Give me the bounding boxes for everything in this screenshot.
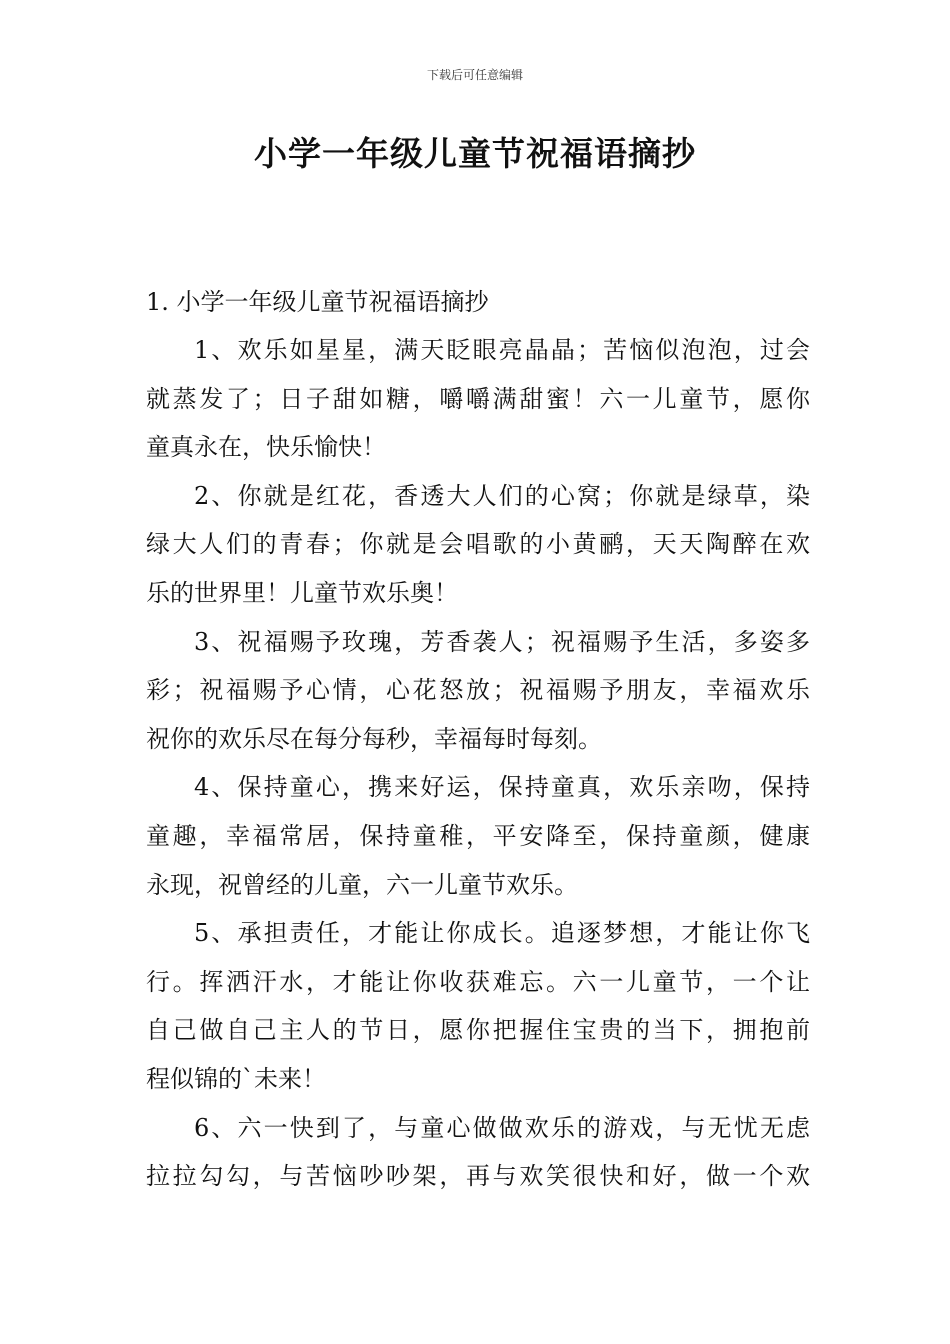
paragraph-5 <box>146 909 810 1103</box>
paragraph-6 <box>146 1104 810 1201</box>
paragraph-2 <box>146 472 810 618</box>
paragraph-line: 祝你的欢乐尽在每分每秒，幸福每时每刻。 <box>146 724 602 753</box>
paragraph-line: 4、保持童心，携来好运，保持童真，欢乐亲吻，保持 <box>194 773 810 802</box>
paragraph-line: 5、承担责任，才能让你成长。追逐梦想，才能让你飞 <box>194 919 810 948</box>
paragraph-line: 拉拉勾勾，与苦恼吵吵架，再与欢笑很快和好，做一个欢 <box>146 1162 810 1191</box>
paragraph-line: 自己做自己主人的节日，愿你把握住宝贵的当下，拥抱前 <box>146 1016 810 1045</box>
paragraph-line: 1、欢乐如星星，满天眨眼亮晶晶；苦恼似泡泡，过会 <box>194 336 810 364</box>
header-note: 下载后可任意编辑 <box>426 68 523 82</box>
paragraph-line: 永现，祝曾经的儿童，六一儿童节欢乐。 <box>146 870 578 899</box>
paragraph-line: 童真永在，快乐愉快！ <box>146 433 386 462</box>
paragraph-line: 就蒸发了；日子甜如糖，嚼嚼满甜蜜！六一儿童节，愿你 <box>146 384 810 413</box>
document-body <box>146 278 810 1201</box>
paragraph-line: 绿大人们的青春；你就是会唱歌的小黄鹂，天天陶醉在欢 <box>146 530 810 559</box>
paragraph-line: 程似锦的`未来！ <box>146 1064 326 1093</box>
paragraph-line: 2、你就是红花，香透大人们的心窝；你就是绿草，染 <box>194 481 810 510</box>
paragraph-4 <box>146 763 810 909</box>
paragraph-line: 乐的世界里！儿童节欢乐奥！ <box>146 578 458 607</box>
paragraph-line: 6、六一快到了，与童心做做欢乐的游戏，与无忧无虑 <box>194 1113 810 1142</box>
paragraph-line: 行。挥洒汗水，才能让你收获难忘。六一儿童节，一个让 <box>146 967 810 996</box>
paragraph-line: 彩；祝福赐予心情，心花怒放；祝福赐予朋友，幸福欢乐 <box>146 676 810 705</box>
paragraph-line: 童趣，幸福常居，保持童稚，平安降至，保持童颜，健康 <box>146 821 810 850</box>
paragraph-3 <box>146 618 810 764</box>
section-heading: 1. 小学一年级儿童节祝福语摘抄 <box>146 288 489 316</box>
paragraph-line: 3、祝福赐予玫瑰，芳香袭人；祝福赐予生活，多姿多 <box>194 627 810 656</box>
paragraph-1 <box>146 326 810 472</box>
document-title: 小学一年级儿童节祝福语摘抄 <box>254 134 696 173</box>
